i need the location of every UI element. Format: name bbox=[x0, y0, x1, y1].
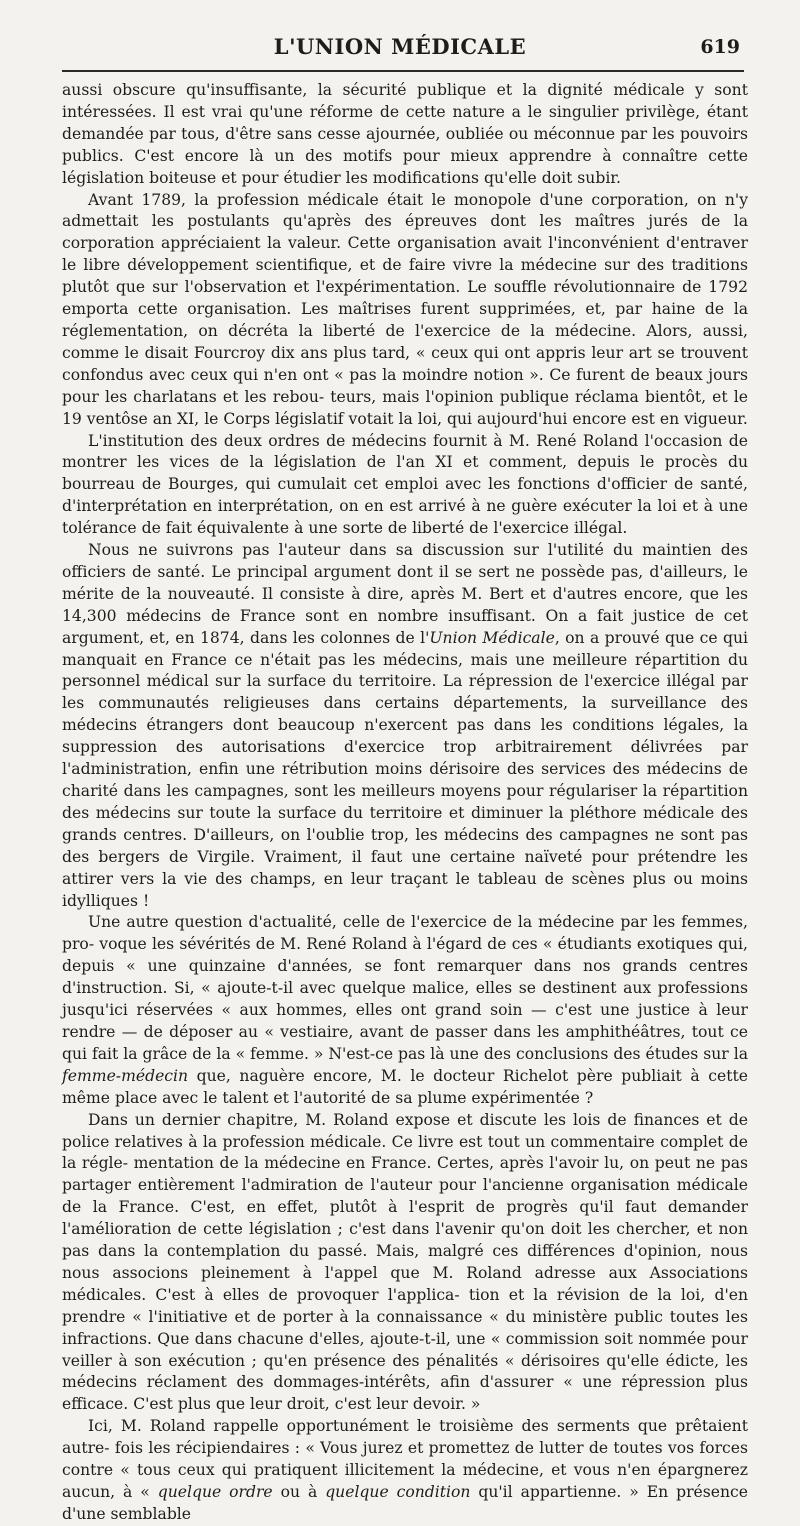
paragraph-4-text-b: , on a prouvé que ce qui manquait en France ce n'était pas les médecins, mais une meilleure répartition du personnel médical sur la surface du territoire. La répression de l'exercice illégal par les communautés religieuses dans certains départements, la surveillance des médecins étrangers dont beaucoup n'exercent pas dans les conditions légales, la suppression des autorisations d'exercice trop arbitrairement délivrées par l'administration, enfin une rétribution moins dérisoire des services des médecins de charité dans les campagnes, sont les meilleurs moyens pour régulariser la répartition des médecins sur toute la surface du territoire et diminuer la pléthore médicale des grands centres. D'ailleurs, on l'oublie trop, les médecins des campagnes ne sont pas des bergers de Virgile. Vraiment, il faut une certaine naïveté pour prétendre les attirer vers la vie des champs, en leur traçant le tableau de scènes plus ou moins idylliques ! bbox=[62, 628, 748, 910]
paragraph-7 bbox=[62, 1416, 748, 1526]
article-body bbox=[62, 80, 748, 1526]
header-rule bbox=[62, 70, 744, 72]
paragraph-4-text-a: Nous ne suivrons pas l'auteur dans sa discussion sur l'utilité du maintien des officiers de santé. Le principal argument dont il se sert ne possède pas, d'ailleurs, le mérite de la nouveauté. Il consiste à dire, après M. Bert et d'autres encore, que les 14,300 médecins de France sont en nombre insuffisant. On a fait justice de cet argument, et, en 1874, dans les colonnes de l' bbox=[62, 541, 748, 647]
paragraph-1: aussi obscure qu'insuffisante, la sécurité publique et la dignité médicale y sont intéressées. Il est vrai qu'une réforme de cette nature a le singulier privilège, étant demandée par tous, d'être sans cesse ajournée, oubliée ou méconnue par les pouvoirs publics. C'est encore là un des motifs pour mieux apprendre à connaître cette législation boiteuse et pour étudier les modifications qu'elle doit subir. bbox=[62, 81, 748, 187]
page-number: 619 bbox=[700, 36, 740, 58]
paragraph-5-text-b: que, naguère encore, M. le docteur Richelot père publiait à cette même place avec le talent et l'autorité de sa plume expérimentée ? bbox=[62, 1066, 748, 1107]
journal-title: L'UNION MÉDICALE bbox=[273, 34, 527, 59]
journal-name-italic: Union Médicale bbox=[429, 628, 555, 647]
paragraph-5-text-a: Une autre question d'actualité, celle de l'exercice de la médecine par les femmes, pro- voque les sévérités de M. René Roland à l'égard de ces « étudiants exotiques qui, depuis « une quinzaine d'années, se font remarquer dans nos grands centres d'instruction. Si, « ajoute-t-il avec quelque malice, elles se destinent aux professions jusqu'ici réservées « aux hommes, elles ont grand soin — c'est une justice à leur rendre — de déposer au « vestiaire, avant de passer dans les amphithéâtres, tout ce qui fait la grâce de la « femme. » N'est-ce pas là une des conclusions des études sur la bbox=[62, 913, 748, 1063]
running-head bbox=[60, 34, 740, 64]
paragraph-7-text-a: Ici, M. Roland rappelle opportunément le troisième des serments que prêtaient autre- fois les récipiendaires : « Vous jurez et promettez de lutter de toutes vos forces contre « tous ceux qui pratiquent illicitement la médecine, et vous n'en épargnerez aucun, à « bbox=[62, 1417, 748, 1501]
paragraph-4 bbox=[62, 540, 748, 912]
paragraph-6: Dans un dernier chapitre, M. Roland expose et discute les lois de finances et de police relatives à la profession médicale. Ce livre est tout un commentaire complet de la régle- mentation de la médecine en France. Certes, après l'avoir lu, on peut ne pas partager entièrement l'admiration de l'auteur pour l'ancienne organisation médicale de la France. C'est, en effet, plutôt à l'esprit de progrès qu'il faut demander l'amélioration de cette législation ; c'est dans l'avenir qu'on doit les chercher, et non pas dans la contemplation du passé. Mais, malgré ces différences d'opinion, nous nous associons pleinement à l'appel que M. Roland adresse aux Associations médicales. C'est à elles de provoquer l'applica- tion et la révision de la loi, d'en prendre « l'initiative et de porter à la connaissance « du ministère public toutes les infractions. Que dans chacune d'elles, ajoute-t-il, une « commission soit nommée pour veiller à son exécution ; qu'en présence des pénalités « dérisoires qu'elle édicte, les médecins réclament des dommages-intérêts, afin d'assurer « une répression plus efficace. C'est plus que leur droit, c'est leur devoir. » bbox=[62, 1110, 748, 1414]
paragraph-5 bbox=[62, 912, 748, 1109]
paragraph-2: Avant 1789, la profession médicale était le monopole d'une corporation, on n'y admettait les postulants qu'après des épreuves dont les maîtres jurés de la corporation appréciaient la valeur. Cette organisation avait l'inconvénient d'entraver le libre développement scientifique, et de faire vivre la médecine sur des traditions plutôt que sur l'observation et l'expérimentation. Le souffle révolutionnaire de 1792 emporta cette organisation. Les maîtrises furent supprimées, et, par haine de la réglementation, on décréta la liberté de l'exercice de la médecine. Alors, aussi, comme le disait Fourcroy dix ans plus tard, « ceux qui ont appris leur art se trouvent confondus avec ceux qui n'en ont « pas la moindre notion ». Ce furent de beaux jours pour les charlatans et les rebou- teurs, mais l'opinion publique réclama bientôt, et le 19 ventôse an XI, le Corps législatif votait la loi, qui aujourd'hui encore est en vigueur. bbox=[62, 190, 748, 428]
paragraph-7-text-mid: ou à bbox=[272, 1483, 326, 1501]
quelque-condition-italic: quelque condition bbox=[325, 1483, 471, 1501]
paragraph-7-text-b: qu'il appartienne. » En présence d'une semblable bbox=[62, 1483, 748, 1523]
femme-medecin-italic: femme-médecin bbox=[62, 1066, 189, 1085]
paragraph-3: L'institution des deux ordres de médecins fournit à M. René Roland l'occasion de montrer les vices de la législation de l'an XI et comment, depuis le procès du bourreau de Bourges, qui cumulait cet emploi avec les fonctions d'officier de santé, d'interprétation en interprétation, on en est arrivé à ne guère exécuter la loi et à une tolérance de fait équivalente à une sorte de liberté de l'exercice illégal. bbox=[62, 431, 748, 538]
quelque-ordre-italic: quelque ordre bbox=[157, 1483, 273, 1501]
